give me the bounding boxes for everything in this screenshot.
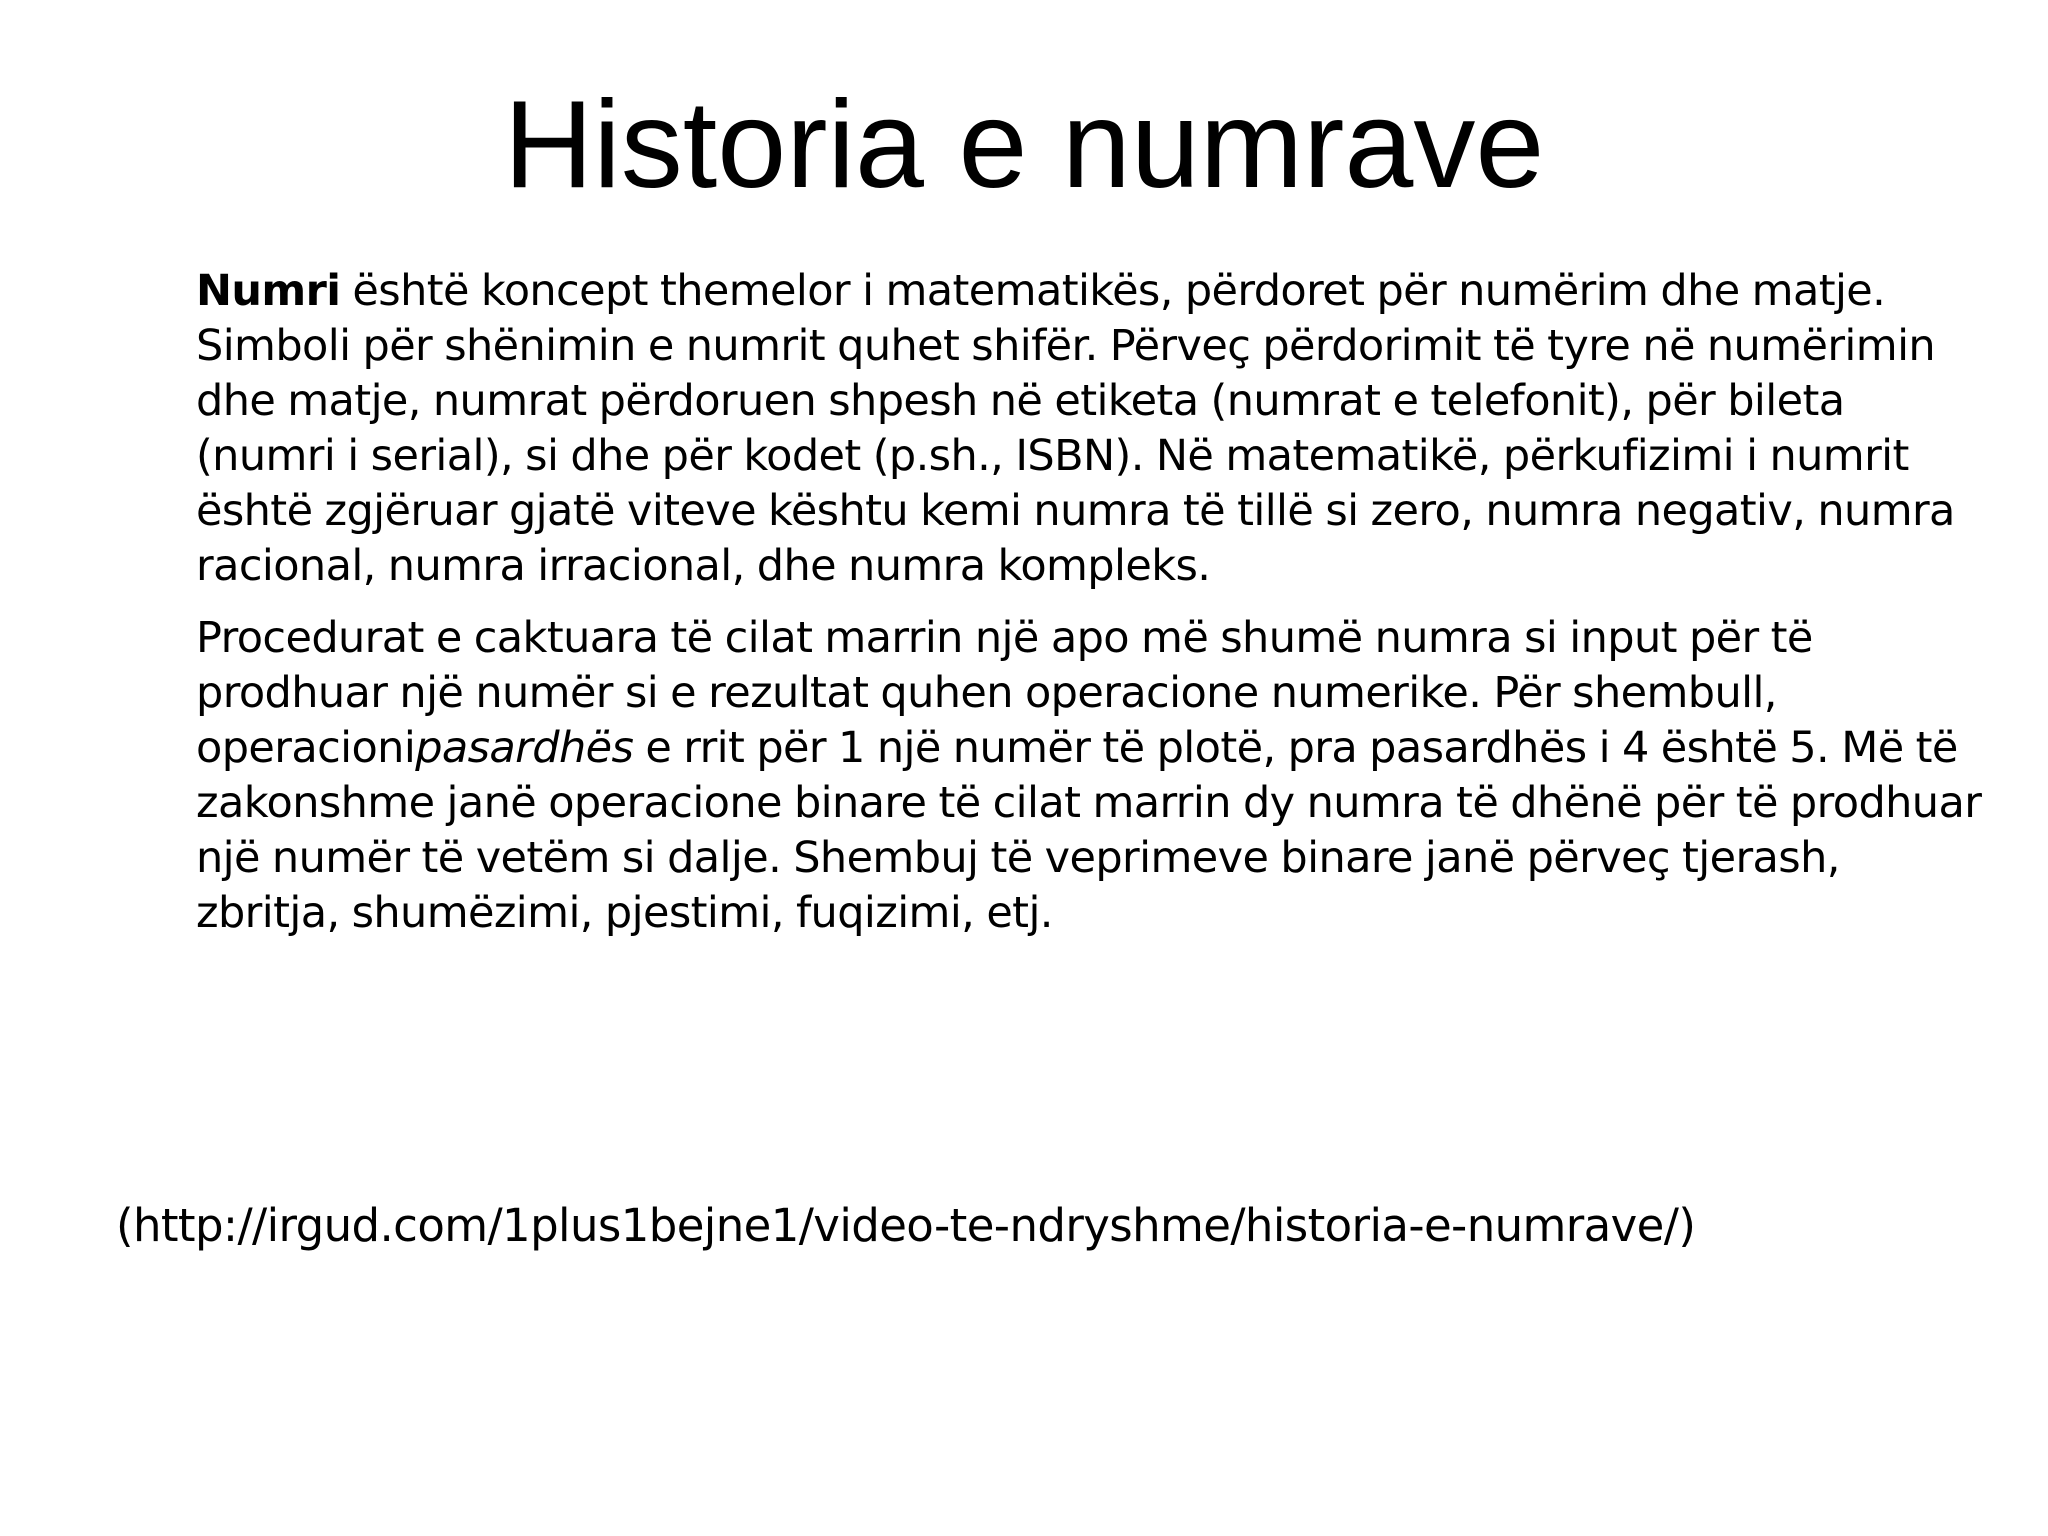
paragraph2-text-after: e rrit për 1 një numër të plotë, pra pasardhës i 4 është 5. Më të zakonshme janë operacione binare të cilat marrin dy numra të dhënë për të prodhuar një numër të vetëm si dalje. Shembuj të veprimeve binare janë përveç tjerash, zbritja, shumëzimi, pjestimi, fuqizimi, etj. [196,723,1982,938]
slide-title: Historia e numrave [503,76,1545,214]
source-link[interactable]: (http://irgud.com/1plus1bejne1/video-te-ndryshme/historia-e-numrave/) [116,1199,1696,1252]
paragraph1-text: është koncept themelor i matematikës, përdoret për numërim dhe matje. Simboli për shënimin e numrit quhet shifër. Përveç përdorimit të tyre në numërimin dhe matje, numrat përdoruen shpesh në etiketa (numrat e telefonit), për bileta (numri i serial), si dhe për kodet (p.sh., ISBN). Në matematikë, përkufizimi i numrit është zgjëruar gjatë viteve kështu kemi numra të tillë si zero, numra negativ, numra racional, numra irracional, dhe numra kompleks. [196,266,1955,591]
term-pasardhes: pasardhës [415,723,634,773]
paragraph-numri-definition [196,264,1986,594]
paragraph-operations [196,611,1986,941]
paragraph2-text-before: Procedurat e caktuara të cilat marrin një apo më shumë numra si input për të prodhuar një numër si e rezultat quhen operacione numerike. Për shembull, operacioni [196,613,1813,773]
term-numri: Numri [196,266,341,316]
slide-body [196,264,1986,941]
